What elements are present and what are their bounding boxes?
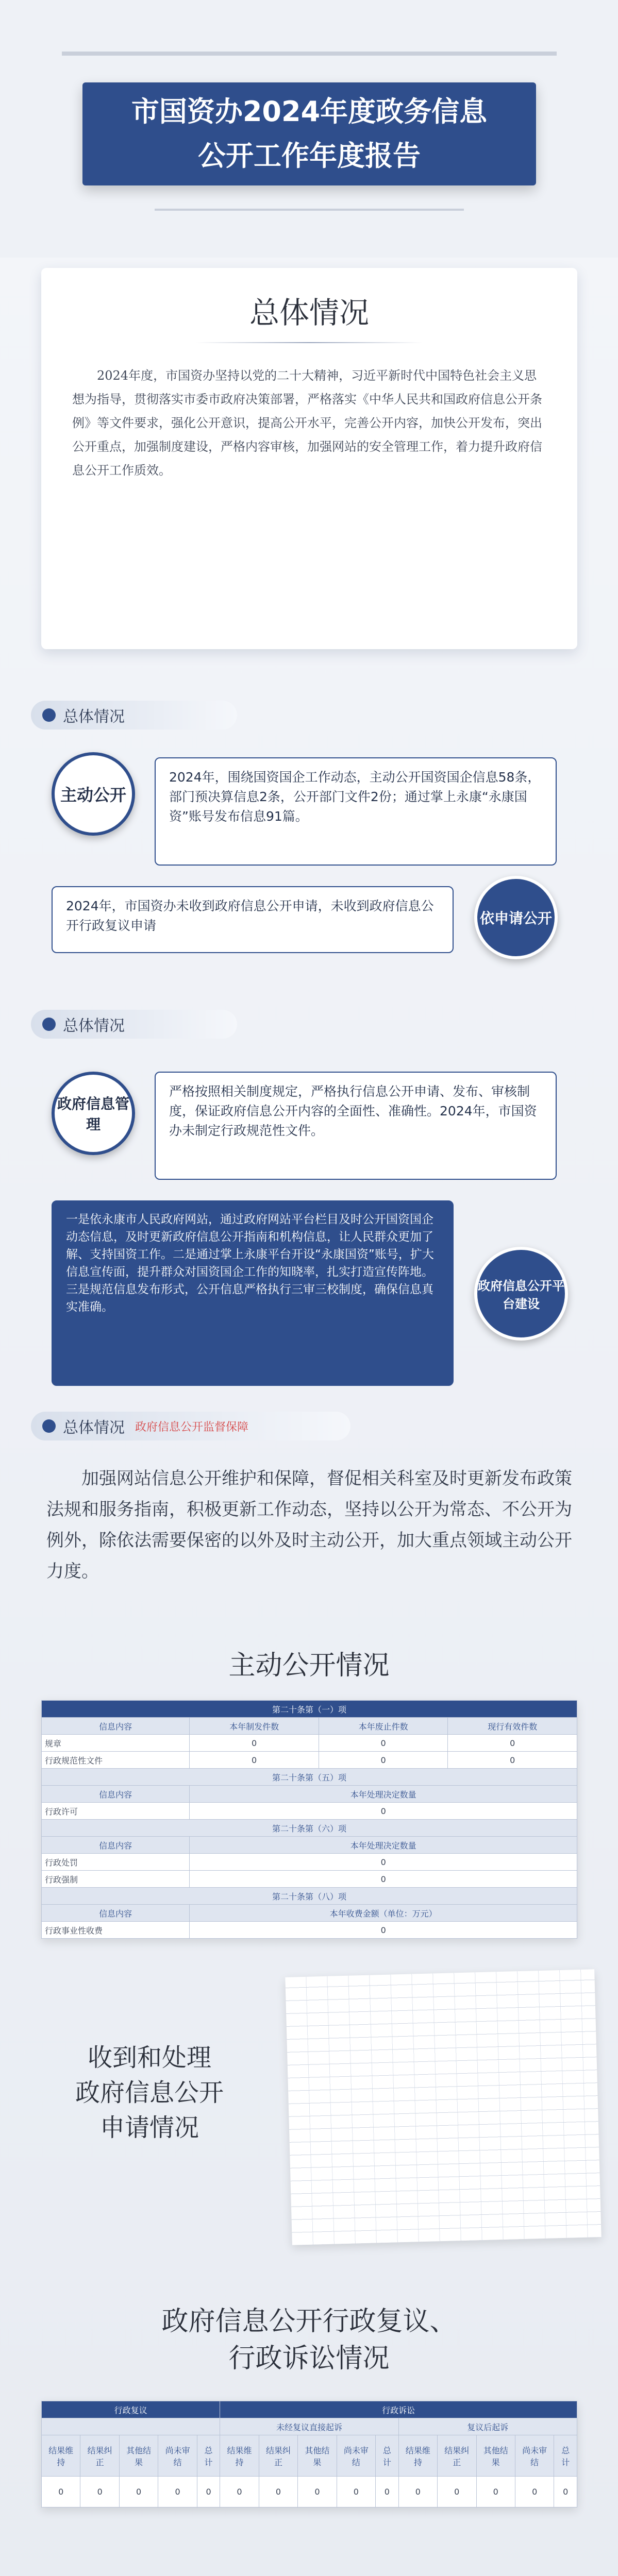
after-review-header: 复议后起诉 [398, 2418, 577, 2435]
col-header: 信息内容 [42, 1786, 190, 1803]
cell: 0 [190, 1752, 319, 1769]
cell: 行政事业性收费 [42, 1922, 190, 1939]
table-subheader: 第二十条第（六）项 [42, 1820, 577, 1837]
col-header: 结果维持 [398, 2435, 437, 2477]
report-header [0, 0, 618, 258]
pill-label: 总体情况 [63, 708, 125, 726]
cell: 0 [376, 2477, 398, 2507]
col-header: 结果纠正 [259, 2435, 297, 2477]
col-header: 本年制发件数 [190, 1718, 319, 1735]
section-pill-overview-2 [31, 1010, 237, 1039]
col-header: 结果维持 [42, 2435, 80, 2477]
col-header: 本年处理决定数量 [190, 1837, 577, 1854]
apply-title-line: 收到和处理 [87, 2043, 211, 2072]
table-row [42, 1803, 577, 1820]
col-header: 本年废止件数 [319, 1718, 448, 1735]
cell: 0 [438, 2477, 476, 2507]
review-table [41, 2401, 577, 2507]
review-header: 行政复议 [42, 2401, 220, 2418]
table-row [42, 1752, 577, 1769]
table-row [42, 2477, 577, 2507]
col-header: 总计 [376, 2435, 398, 2477]
col-header: 其他结果 [119, 2435, 158, 2477]
table-row [42, 1871, 577, 1888]
cell: 0 [119, 2477, 158, 2507]
platform-text: 一是依永康市人民政府网站，通过政府网站平台栏目及时公开国资国企动态信息，及时更新政府信息公开指南和机构信息，让人民群众更加了解、支持国资工作。二是通过掌上永康平台开设“永康国资”账号，扩大信息宣传面，提升群众对国资国企工作的知晓率，扎实打造宣传阵地。三是规范信息发布形式，公开信息严格执行三审三校制度，确保信息真实准确。 [52, 1200, 454, 1386]
col-header: 现行有效件数 [448, 1718, 577, 1735]
review-title-line: 行政诉讼情况 [228, 2343, 390, 2374]
cell: 0 [190, 1871, 577, 1888]
table-row [42, 1922, 577, 1939]
no-review-header: 未经复议直接起诉 [220, 2418, 398, 2435]
cell: 0 [515, 2477, 554, 2507]
cell: 行政处罚 [42, 1854, 190, 1871]
overview-body: 2024年度，市国资办坚持以党的二十大精神，习近平新时代中国特色社会主义思想为指导，贯彻落实市委市政府决策部署，严格落实《中华人民共和国政府信息公开条例》等文件要求，强化公开意识，提高公开水平，完善公开内容，加快公开发布，突出公开重点，加强制度建设，严格内容审核，加强网站的安全管理工作，着力提升政府信息公开工作质效。 [72, 368, 542, 478]
spacer [42, 2418, 220, 2435]
cell: 0 [190, 1803, 577, 1820]
cell: 0 [190, 1922, 577, 1939]
col-header: 其他结果 [476, 2435, 515, 2477]
active-section-title: 主动公开情况 [228, 1650, 390, 1681]
cell: 0 [319, 1735, 448, 1752]
review-section-title [0, 2303, 618, 2377]
bullet-icon [42, 1018, 56, 1031]
review-title-line: 政府信息公开行政复议、 [161, 2306, 457, 2337]
bullet-icon [42, 708, 56, 722]
col-header: 总计 [554, 2435, 577, 2477]
col-header: 结果维持 [220, 2435, 259, 2477]
apply-title-line: 申请情况 [99, 2113, 199, 2142]
platform-badge: 政府信息公开平台建设 [474, 1247, 568, 1341]
cell: 0 [80, 2477, 119, 2507]
pill-label: 总体情况 [63, 1419, 125, 1437]
col-header: 信息内容 [42, 1837, 190, 1854]
info-management-text: 严格按照相关制度规定，严格执行信息公开申请、发布、审核制度，保证政府信息公开内容的全面性、准确性。2024年，市国资办未制定行政规范性文件。 [155, 1072, 557, 1180]
col-header: 总计 [197, 2435, 220, 2477]
cell: 0 [337, 2477, 375, 2507]
cell: 规章 [42, 1735, 190, 1752]
pill-sub-label: 政府信息公开监督保障 [135, 1420, 249, 1434]
apply-table-image [285, 1969, 601, 2245]
table-row [42, 1854, 577, 1871]
active-disclosure-text: 2024年，围绕国资国企工作动态，主动公开国资国企信息58条，部门预决算信息2条，公开部门文件2份；通过掌上永康“永康国资”账号发布信息91篇。 [155, 757, 557, 866]
cell: 0 [190, 1735, 319, 1752]
active-disclosure-table [41, 1700, 577, 1939]
cell: 0 [42, 2477, 80, 2507]
cell: 0 [448, 1735, 577, 1752]
pill-label: 总体情况 [63, 1017, 125, 1035]
cell: 0 [554, 2477, 577, 2507]
request-disclosure-text: 2024年，市国资办未收到政府信息公开申请，未收到政府信息公开行政复议申请 [52, 886, 454, 953]
section-pill-overview-1 [31, 701, 237, 730]
apply-section-title [31, 2040, 268, 2145]
cell: 0 [259, 2477, 297, 2507]
cell: 行政许可 [42, 1803, 190, 1820]
table-row [42, 1735, 577, 1752]
col-header: 尚未审结 [158, 2435, 197, 2477]
col-header: 结果纠正 [438, 2435, 476, 2477]
col-header: 信息内容 [42, 1905, 190, 1922]
supervise-text: 加强网站信息公开维护和保障，督促相关科室及时更新发布政策法规和服务指南，积极更新工作动态，坚持以公开为常态、不公开为例外，除依法需要保密的以外及时主动公开，加大重点领域主动公开力度。 [46, 1468, 572, 1582]
col-header: 尚未审结 [515, 2435, 554, 2477]
cell: 0 [448, 1752, 577, 1769]
cell: 行政强制 [42, 1871, 190, 1888]
report-title-line2: 公开工作年度报告 [198, 140, 421, 172]
cell: 行政规范性文件 [42, 1752, 190, 1769]
report-title-line1: 市国资办2024年度政务信息 [131, 95, 488, 128]
request-disclosure-badge: 依申请公开 [474, 876, 558, 959]
title-banner [82, 82, 536, 185]
active-disclosure-badge: 主动公开 [52, 752, 135, 836]
cell: 0 [476, 2477, 515, 2507]
cell: 0 [197, 2477, 220, 2507]
apply-title-line: 政府信息公开 [75, 2078, 224, 2107]
info-management-badge: 政府信息管理 [52, 1072, 135, 1155]
lawsuit-header: 行政诉讼 [220, 2401, 577, 2418]
cell: 0 [298, 2477, 337, 2507]
cell: 0 [190, 1854, 577, 1871]
col-header: 信息内容 [42, 1718, 190, 1735]
table-subheader: 第二十条第（八）项 [42, 1888, 577, 1905]
cell: 0 [158, 2477, 197, 2507]
table-header: 第二十条第（一）项 [42, 1701, 577, 1718]
cell: 0 [319, 1752, 448, 1769]
col-header: 本年收费金额（单位：万元） [190, 1905, 577, 1922]
overview-title: 总体情况 [249, 295, 369, 330]
col-header: 尚未审结 [337, 2435, 375, 2477]
col-header: 其他结果 [298, 2435, 337, 2477]
section-pill-overview-3 [31, 1412, 350, 1440]
cell: 0 [220, 2477, 259, 2507]
bullet-icon [42, 1419, 56, 1433]
cell: 0 [398, 2477, 437, 2507]
col-header: 结果纠正 [80, 2435, 119, 2477]
col-header: 本年处理决定数量 [190, 1786, 577, 1803]
overview-card [41, 268, 577, 649]
table-subheader: 第二十条第（五）项 [42, 1769, 577, 1786]
divider [196, 342, 423, 343]
